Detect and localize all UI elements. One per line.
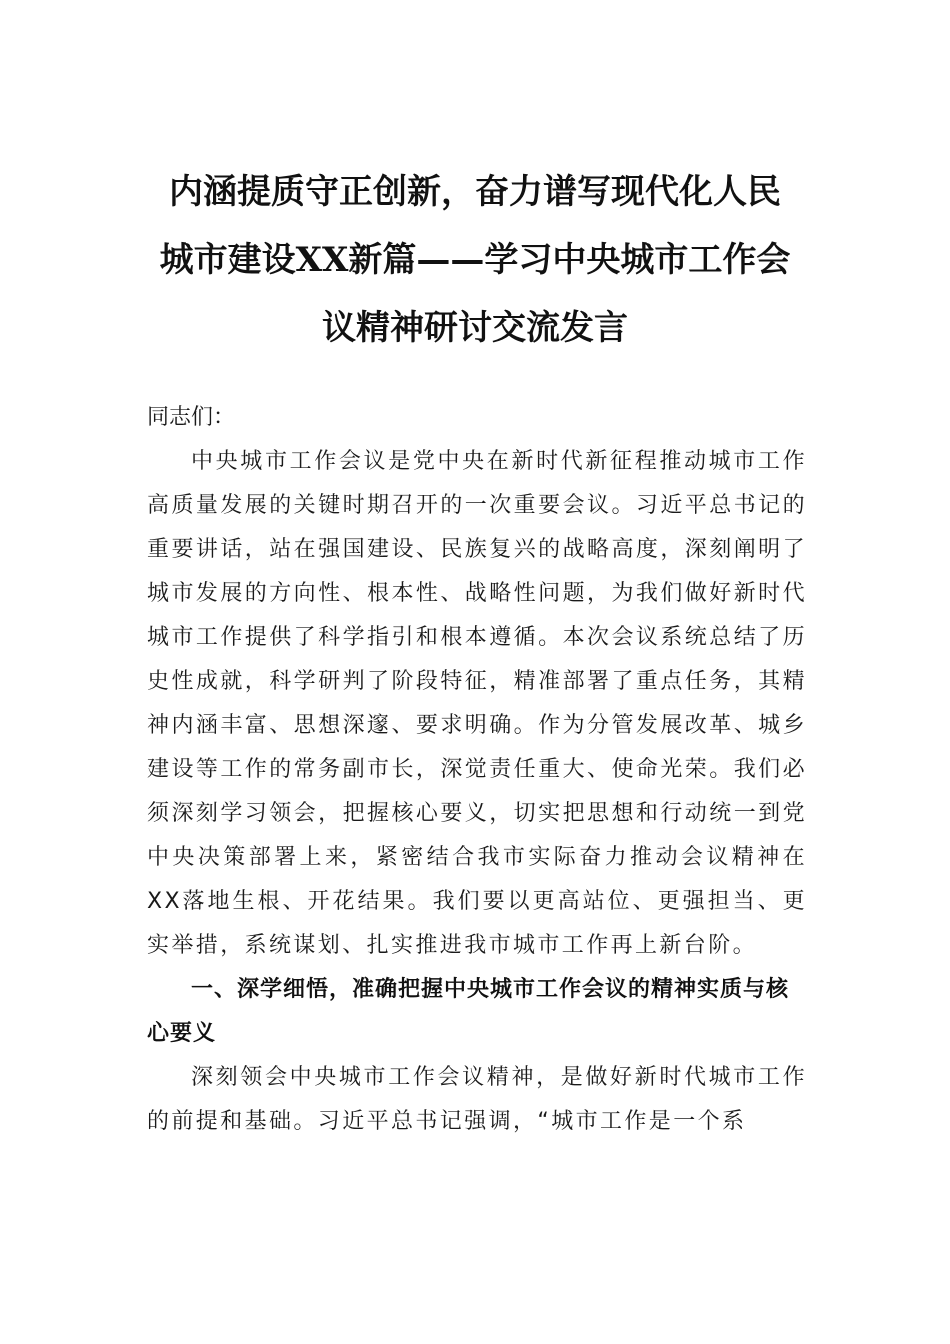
document-title bbox=[140, 158, 810, 362]
document-body bbox=[147, 396, 807, 1144]
paragraph-intro: 中央城市工作会议是党中央在新时代新征程推动城市工作高质量发展的关键时期召开的一次重要会议。习近平总书记的重要讲话，站在强国建设、民族复兴的战略高度，深刻阐明了城市发展的方向性、根本性、战略性问题，为我们做好新时代城市工作提供了科学指引和根本遵循。本次会议系统总结了历史性成就，科学研判了阶段特征，精准部署了重点任务，其精神内涵丰富、思想深邃、要求明确。作为分管发展改革、城乡建设等工作的常务副市长，深觉责任重大、使命光荣。我们必须深刻学习领会，把握核心要义，切实把思想和行动统一到党中央决策部署上来，紧密结合我市实际奋力推动会议精神在XX落地生根、开花结果。我们要以更高站位、更强担当、更实举措，系统谋划、扎实推进我市城市工作再上新台阶。 bbox=[147, 449, 807, 958]
title-line-2: 城市建设XX新篇——学习中央城市工作会 bbox=[159, 240, 791, 280]
paragraph-section-1: 深刻领会中央城市工作会议精神，是做好新时代城市工作的前提和基础。习近平总书记强调，“城市工作是一个系 bbox=[147, 1065, 807, 1134]
section-heading-1: 一、深学细悟，准确把握中央城市工作会议的精神实质与核心要义 bbox=[147, 977, 790, 1046]
title-line-1: 内涵提质守正创新，奋力谱写现代化人民 bbox=[169, 172, 781, 212]
salutation: 同志们： bbox=[147, 405, 236, 430]
title-line-3: 议精神研讨交流发言 bbox=[322, 308, 628, 348]
